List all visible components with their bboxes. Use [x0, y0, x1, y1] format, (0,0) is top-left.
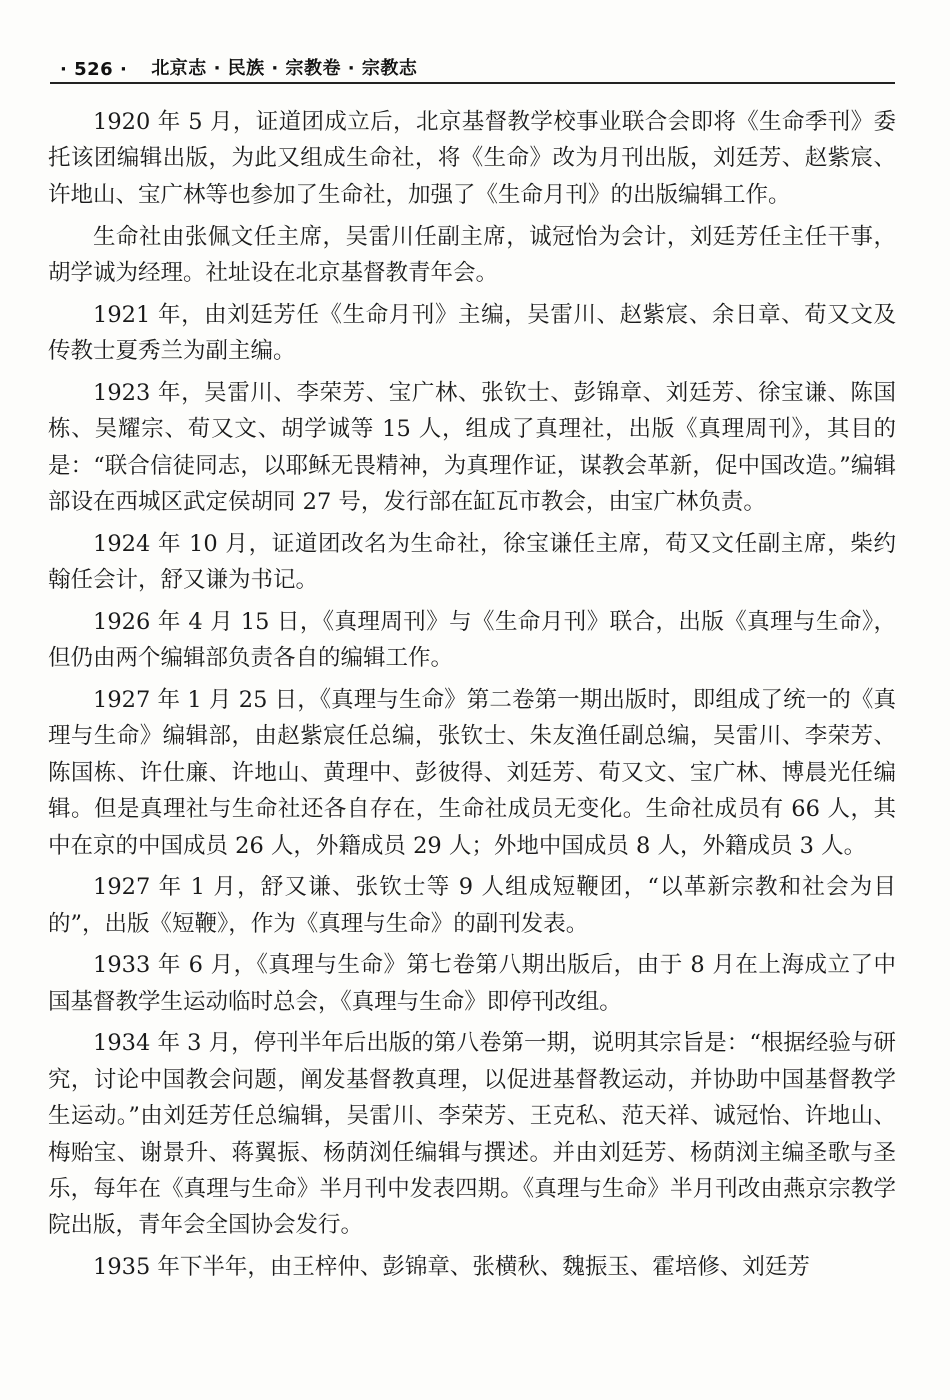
running-header: [60, 44, 900, 80]
paragraph: 1934 年 3 月，停刊半年后出版的第八卷第一期，说明其宗旨是：“根据经验与研究，讨论中国教会问题，阐发基督教真理，以促进基督教运动，并协助中国基督教学生运动。”由刘廷芳任总编辑，吴雷川、李荣芳、王克私、范天祥、诚冠怡、许地山、梅贻宝、谢景升、蒋翼振、杨荫浏任编辑与撰述。并由刘廷芳、杨荫浏主编圣歌与圣乐，每年在《真理与生命》半月刊中发表四期。《真理与生命》半月刊改由燕京宗教学院出版，青年会全国协会发行。: [48, 1030, 896, 1239]
header-rule: [50, 82, 895, 84]
paragraph: 1920 年 5 月，证道团成立后，北京基督教学校事业联合会即将《生命季刊》委托该团编辑出版，为此又组成生命社，将《生命》改为月刊出版，刘廷芳、赵紫宸、许地山、宝广林等也参加了生命社，加强了《生命月刊》的出版编辑工作。: [48, 109, 896, 208]
body-text: [48, 104, 896, 1291]
header-title: 北京志 · 民族 · 宗教卷 · 宗教志: [151, 58, 418, 79]
paragraph: 生命社由张佩文任主席，吴雷川任副主席，诚冠怡为会计，刘廷芳任主任干事，胡学诚为经理。社址设在北京基督教青年会。: [48, 223, 896, 286]
paragraph: 1924 年 10 月，证道团改名为生命社，徐宝谦任主席，荀又文任副主席，柴约翰任会计，舒又谦为书记。: [48, 530, 896, 594]
paragraph: 1933 年 6 月，《真理与生命》第七卷第八期出版后，由于 8 月在上海成立了中国基督教学生运动临时总会，《真理与生命》即停刊改组。: [48, 952, 896, 1015]
paragraph: 1926 年 4 月 15 日，《真理周刊》与《生命月刊》联合，出版《真理与生命》，但仍由两个编辑部负责各自的编辑工作。: [48, 608, 896, 672]
paragraph: 1923 年，吴雷川、李荣芳、宝广林、张钦士、彭锦章、刘廷芳、徐宝谦、陈国栋、吴耀宗、荀又文、胡学诚等 15 人，组成了真理社，出版《真理周刊》，其目的是：“联合信徒同志，以耶稣无畏精神，为真理作证，谋教会革新，促中国改造。”编辑部设在西城区武定侯胡同 27 号，发行部在缸瓦市教会，由宝广林负责。: [48, 379, 896, 515]
paragraph: 1935 年下半年，由王梓仲、彭锦章、张横秋、魏振玉、霍培修、刘廷芳: [93, 1254, 810, 1281]
paragraph: 1927 年 1 月，舒又谦、张钦士等 9 人组成短鞭团，“以革新宗教和社会为目的”，出版《短鞭》，作为《真理与生命》的副刊发表。: [48, 874, 896, 937]
paragraph: 1927 年 1 月 25 日，《真理与生命》第二卷第一期出版时，即组成了统一的《真理与生命》编辑部，由赵紫宸任总编，张钦士、朱友渔任副总编，吴雷川、李荣芳、陈国栋、许仕廉、许地山、黄理中、彭彼得、刘廷芳、荀又文、宝广林、博晨光任编辑。但是真理社与生命社还各自存在，生命社成员无变化。生命社成员有 66 人，其中在京的中国成员 26 人，外籍成员 29 人；外地中国成员 8 人，外籍成员 3 人。: [48, 686, 896, 859]
paragraph: 1921 年，由刘廷芳任《生命月刊》主编，吴雷川、赵紫宸、余日章、荀又文及传教士夏秀兰为副主编。: [48, 301, 896, 365]
page-number: · 526 ·: [60, 59, 128, 80]
